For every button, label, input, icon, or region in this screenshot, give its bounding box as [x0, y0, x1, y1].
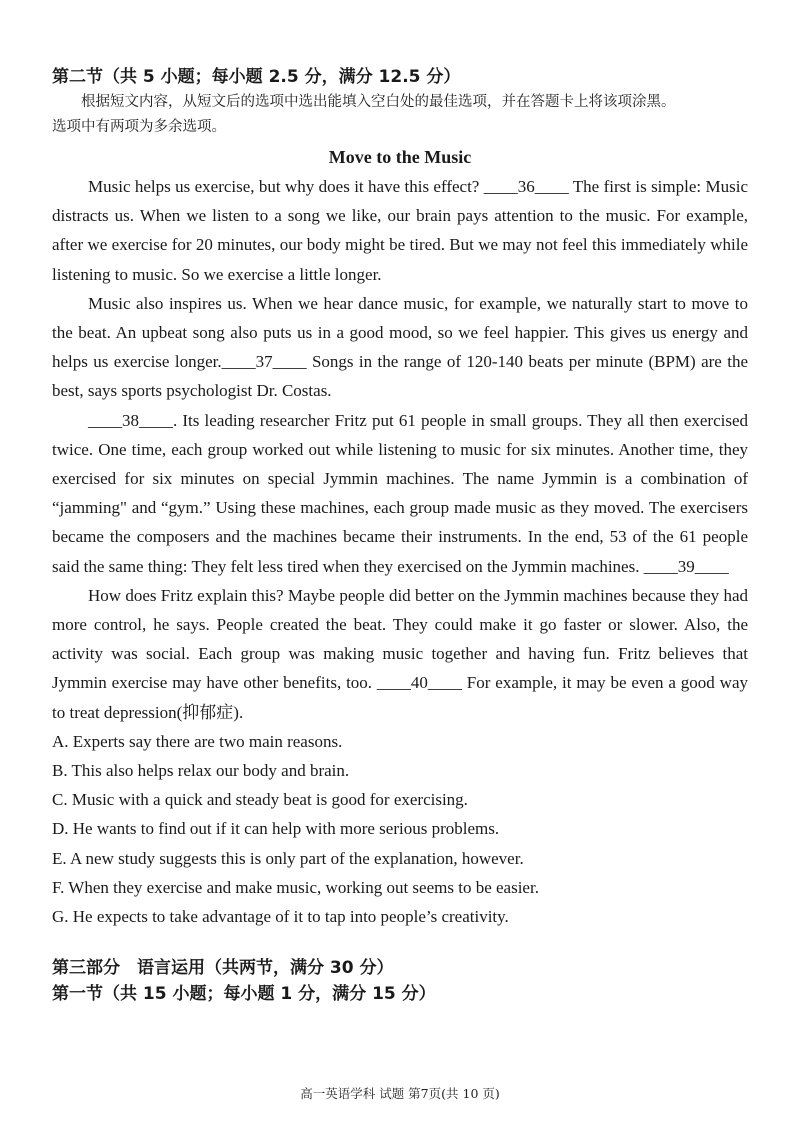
passage-body: [52, 172, 748, 727]
exam-page: [52, 64, 748, 1007]
paragraph-1: Music helps us exercise, but why does it have this effect? ____36____ The first is simple: Music distracts us. When we listen to a song we like, our brain pays attention to the music. For example, after we exercise for 20 minutes, our body might be tired. But we may not feel this immediately while listening to music. So we exercise a little longer.: [52, 177, 748, 284]
paragraph-2: Music also inspires us. When we hear dance music, for example, we naturally start to move to the beat. An upbeat song also puts us in a good mood, so we feel happier. This gives us energy and helps us exercise longer.____37____ Songs in the range of 120-140 beats per minute (BPM) are the best, says sports psychologist Dr. Costas.: [52, 293, 748, 401]
part3-block: [52, 955, 748, 1007]
instructions-line1: 根据短文内容，从短文后的选项中选出能填入空白处的最佳选项，并在答题卡上将该项涂黑。: [81, 94, 676, 110]
part3-heading: 第三部分 语言运用（共两节，满分 30 分）: [52, 958, 394, 979]
option-c: C. Music with a quick and steady beat is good for exercising.: [52, 790, 468, 810]
passage-title: Move to the Music: [328, 147, 472, 167]
instructions-line2: 选项中有两项为多余选项。: [52, 119, 226, 135]
option-g: G. He expects to take advantage of it to tap into people’s creativity.: [52, 907, 509, 927]
options-list: [52, 727, 748, 931]
option-b: B. This also helps relax our body and brain.: [52, 761, 350, 781]
section2-heading: 第二节（共 5 小题；每小题 2.5 分，满分 12.5 分）: [52, 67, 461, 87]
paragraph-3: ____38____. Its leading researcher Fritz put 61 people in small groups. They all then exercised twice. One time, each group worked out while listening to music for six minutes. Another time, they exercised for six minutes on special Jymmin machines. The name Jymmin is a combination of “jamming" and “gym.” Using these machines, each group made music as they moved. The exercisers became the composers and the machines became their instruments. In the end, 53 of the 61 people said the same thing: They felt less tired when they exercised on the Jymmin machines. ____39____: [52, 410, 748, 576]
section1-heading: 第一节（共 15 小题；每小题 1 分，满分 15 分）: [52, 984, 436, 1005]
paragraph-4: How does Fritz explain this? Maybe people did better on the Jymmin machines because they had more control, he says. People created the beat. They could make it go faster or slower. Also, the activity was social. Each group was making music together and having fun. Fritz believes that Jymmin exercise may have other benefits, too. ____40____ For example, it may be even a good way to treat depression(抑郁症).: [52, 585, 748, 722]
page-footer: 高一英语学科 试题 第7页(共 10 页): [300, 1086, 500, 1101]
option-d: D. He wants to find out if it can help with more serious problems.: [52, 819, 500, 839]
option-f: F. When they exercise and make music, working out seems to be easier.: [52, 877, 539, 897]
option-e: E. A new study suggests this is only part of the explanation, however.: [52, 848, 524, 868]
option-a: A. Experts say there are two main reasons.: [52, 731, 343, 751]
